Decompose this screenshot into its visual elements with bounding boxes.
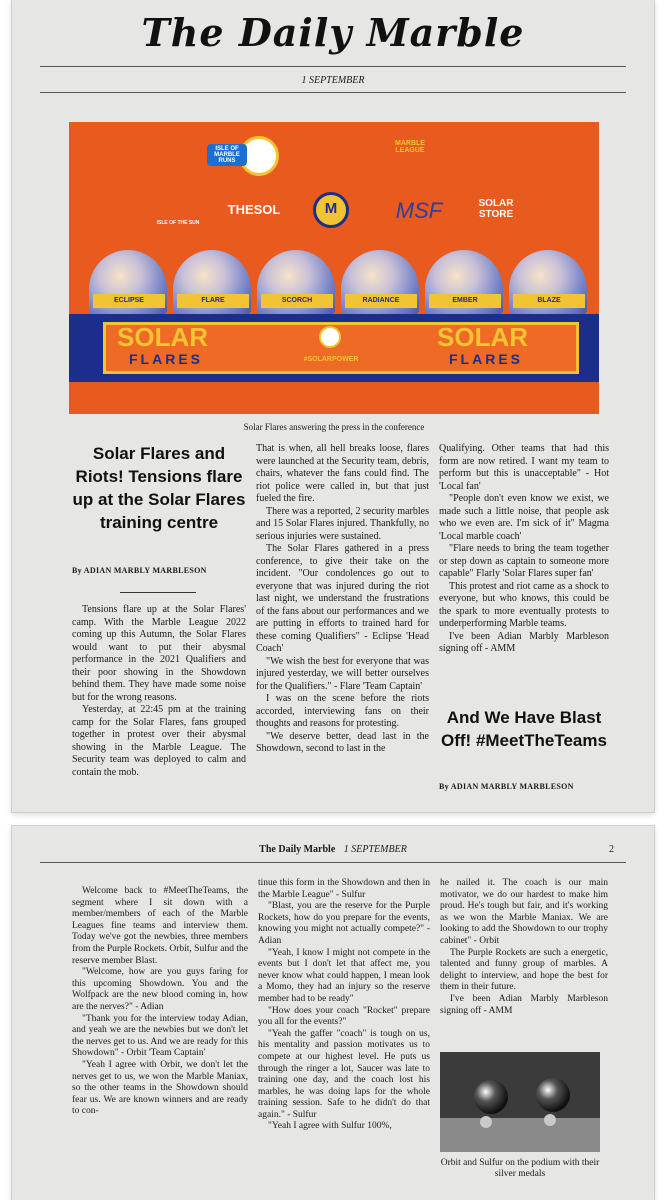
sponsor-isle-of-the-sun: ISLE OF THE SUN <box>156 220 200 226</box>
paragraph: "We wish the best for everyone that was injured yesterday, we will better ourselves for the Qualifiers." - Flare 'Team Captain' <box>256 655 429 692</box>
paragraph: tinue this form in the Showdown and then in the Marble League" - Sulfur <box>258 878 430 900</box>
name-plate: SCORCH <box>261 294 333 308</box>
hashtag: #SOLARPOWER <box>303 356 359 363</box>
name-plate: EMBER <box>429 294 501 308</box>
paragraph: "Yeah I agree with Sulfur 100%, <box>268 1121 392 1132</box>
paragraph: "We deserve better, dead last in the Showdown, second to last in the <box>256 730 429 754</box>
paragraph: There was a reported, 2 security marbles and 15 Solar Flares injured. Thankfully, no serious injuries were sustained. <box>256 505 429 542</box>
team-name-left-sub: FLARES <box>129 351 203 367</box>
podium-photo <box>440 1052 600 1152</box>
silver-medal-icon <box>480 1116 492 1128</box>
photo-caption: Solar Flares answering the press in the conference <box>243 422 425 432</box>
dateline: 1 SEPTEMBER <box>301 75 365 86</box>
name-plate: BLAZE <box>513 294 585 308</box>
silver-medal-icon <box>544 1114 556 1126</box>
article-column-2 <box>256 443 429 756</box>
paragraph: "Yeah the gaffer "coach" is tough on us, his mentality and passion motivates us to compete at our highest level. He puts us through the ringer a lot, Saucer was late to training one day, and the coach lost his marbles, he was doing laps for the whole training session. Safe to he didn't do that again." - Sulfur <box>258 1028 430 1120</box>
podium <box>440 1118 600 1152</box>
marble-orbit <box>474 1080 508 1114</box>
photo-caption: Orbit and Sulfur on the podium with their silver medals <box>440 1158 600 1179</box>
press-conference-photo <box>69 122 599 414</box>
running-title: The Daily Marble <box>259 844 336 855</box>
paragraph: "How does your coach "Rocket" prepare you all for the events?" <box>258 1005 430 1028</box>
sun-logo-icon <box>319 326 341 348</box>
article-headline: Solar Flares and Riots! Tensions flare up at the Solar Flares training centre <box>72 444 246 532</box>
article-column-2 <box>258 878 430 1133</box>
paragraph: "Blast, you are the reserve for the Purple Rockets, how do you prepare for the events, knowing you might not actually compete?" - Adian <box>258 901 430 946</box>
page-number: 2 <box>609 844 614 855</box>
article-column-3 <box>439 443 609 656</box>
divider <box>40 862 626 863</box>
paragraph: Welcome back to #MeetTheTeams, the segment where I sit down with a member/members of each of the Marble Leagues fine teams and interview them. Today we've got the newbies, three members from the Purple Rockets. Orbit, Sulfur and the reserve member Blast. <box>72 886 248 966</box>
paragraph: "Flare needs to bring the team together or step down as captain to someone more capable" Flarly 'Solar Flares super fan' <box>439 543 609 579</box>
paragraph: The Purple Rockets are such a energetic, talented and funny group of marbles. A delight to interview, and hope the best for them in their future. <box>440 947 608 993</box>
paragraph: "Welcome, how are you guys faring for this upcoming Showdown. You and the Wolfpack are the new blood coming in, how are the nerves?" - Adian <box>72 967 248 1012</box>
newspaper-page-1 <box>12 0 654 812</box>
name-plate: ECLIPSE <box>93 294 165 308</box>
article-column-3 <box>440 878 608 1017</box>
running-header <box>12 844 654 855</box>
sponsor-msf: MSF <box>395 198 443 223</box>
paragraph: The Solar Flares gathered in a press conference, to give their take on the incident. "Our condolences go out to everyone that was injured during the riot last night, we understand the frustrations of the fans about our performances and we are putting in efforts to trained hard for these coming Qualifiers" - Eclipse 'Head Coach' <box>256 543 429 654</box>
name-plate: RADIANCE <box>345 294 417 308</box>
paragraph: "Yeah I agree with Orbit, we don't let the nerves get to us, we won the Marble Maniax, so the other teams in the Showdown should fear us. We are known winners and are ready to con- <box>72 1059 248 1117</box>
paragraph: "People don't even know we exist, we made such a little noise, that people ask who we even are. I'm sick of it" Magma 'Local marble coach' <box>439 493 609 542</box>
paragraph: This protest and riot came as a shock to everyone, but who knows, this could be the spark to more eventually protests to underperforming Marble teams. <box>439 580 609 629</box>
byline: By ADIAN MARBLY MARBLESON <box>439 782 574 791</box>
name-plate: FLARE <box>177 294 249 308</box>
paragraph: Yesterday, at 22:45 pm at the training camp for the Solar Flares, fans grouped together in protest over their abysmal showing in the Marble League. The Security team was deployed to calm and contain the mob. <box>72 704 246 778</box>
paragraph: "Yeah, I know I might not compete in the events but I don't let that affect me, you never know what could happen, I mean look a Momo, they had an injury so the reserve member had to be ready" <box>258 947 430 1004</box>
paragraph: he nailed it. The coach is our main motivator, we do our hardest to make him proud. He's tough but fair, and it's working as we won the Marble Maniax. We are looking to add the Showdown to our trophy cabinet" - Orbit <box>440 878 608 946</box>
sponsor-logo-league: MARBLE LEAGUE <box>395 140 425 154</box>
newspaper-page-2 <box>12 826 654 1200</box>
sponsor-m: M <box>324 200 338 217</box>
divider <box>120 592 196 593</box>
marble-sulfur <box>536 1078 570 1112</box>
paragraph: I've been Adian Marbly Marbleson signing off - AMM <box>440 993 608 1016</box>
paragraph: I've been Adian Marbly Marbleson signing off - AMM <box>439 630 609 654</box>
divider <box>40 92 626 93</box>
paragraph: Tensions flare up at the Solar Flares' camp. With the Marble League 2022 coming up this Autumn, the Solar Flares would want to put their abysmal performance in the 2021 Qualifiers and their poor showing in the Showdown behind them. They have made some noise but for the wrong reasons. <box>72 604 246 703</box>
sponsor-solar-store: SOLAR STORE <box>478 198 514 220</box>
article-column-1 <box>72 886 248 1118</box>
paragraph: That is when, all hell breaks loose, flares were launched at the Security team, debris, chairs, whatever the fans could find. The riot police were called in, but that just fueled the fire. <box>256 443 429 504</box>
article-headline: And We Have Blast Off! #MeetTheTeams <box>441 708 607 750</box>
team-name-left: SOLAR <box>117 322 208 352</box>
team-name-right-sub: FLARES <box>449 351 523 367</box>
byline: By ADIAN MARBLY MARBLESON <box>72 566 207 575</box>
article-column-1 <box>72 604 246 779</box>
paragraph: I was on the scene before the riots accorded, interviewing fans on their thoughts and reasons for protesting. <box>256 693 429 729</box>
paragraph: "Thank you for the interview today Adian, and yeah we are the newbies but we don't let the nerves get to us. And we are ready for this Showdown" - Orbit 'Team Captain' <box>72 1013 248 1059</box>
sponsor-logo-isle: ISLE OF MARBLE RUNS <box>207 144 247 166</box>
masthead: The Daily Marble <box>141 10 525 55</box>
sponsor-thesol: THESOL <box>227 202 281 217</box>
team-name-right: SOLAR <box>437 322 528 352</box>
divider <box>40 66 626 67</box>
running-date: 1 SEPTEMBER <box>343 844 407 855</box>
paragraph: Qualifying. Other teams that had this form are now retired. I want my team to perform but this is unacceptable" - Hot 'Local fan' <box>439 443 609 492</box>
